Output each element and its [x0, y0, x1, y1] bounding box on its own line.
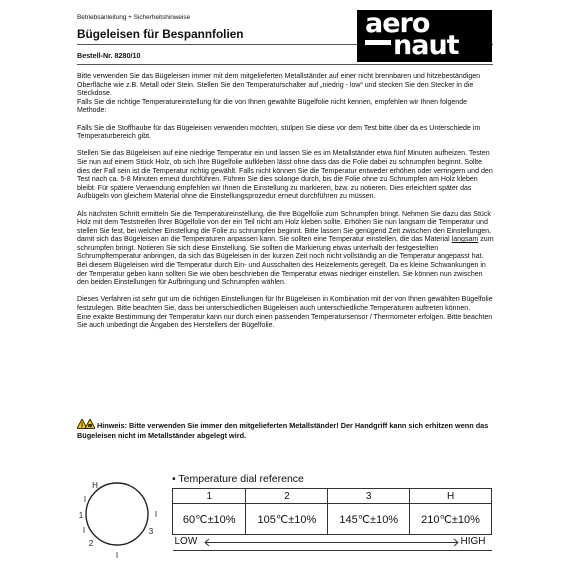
temperature-table [172, 488, 492, 551]
dial-label: 2 [88, 539, 94, 548]
instructions-body [77, 73, 495, 339]
underlined-word: langsam [451, 236, 479, 244]
paragraph: Falls Sie die richtige Temperatureinstellung für die von Ihnen gewählte Bügelfolie nicht kennen, empfehlen wir Ihnen folgende Methode: [77, 98, 468, 115]
temperature-dial [77, 470, 162, 562]
column-header: 3 [328, 489, 410, 504]
dial-label: I [115, 551, 119, 560]
dial-label: I [83, 495, 87, 504]
high-label: HIGH [460, 536, 486, 547]
paragraph: Dieses Verfahren ist sehr gut um die richtigen Einstellungen für Ihr Bügeleisen in Kombination mit der von Ihnen gewählten Bügelfolie festzulegen. Bitte beachten Sie, dass bei unterschiedlichen Bügeleisen auch unterschiedliche Temperaturen auftreten können. [77, 296, 493, 313]
divider [77, 64, 493, 65]
low-label: LOW [174, 536, 198, 547]
aeronaut-logo: aero naut [357, 10, 492, 62]
warning-icon [77, 419, 95, 429]
order-number: Bestell-Nr. 8280/10 [77, 51, 141, 60]
dial-label: 1 [78, 511, 84, 520]
document-category: Betriebsanleitung + Sicherheitshinweise [77, 14, 191, 21]
paragraph: Als nächsten Schritt ermitteln Sie die Temperatureinstellung, die Ihre Bügelfolie zum Schrumpfen bringt. Nehmen Sie dazu das Stück Holz mit dem Teststreifen Ihrer Bügelfolie von der ein Teil nicht am Holz kleben sollte. Erhöhen Sie nun langsam die Temperatur und stellen Sie fest, bei welcher Einstellung die Folie zu schrumpfen beginnt. Bitte lassen Sie genügend Zeit zwischen den Einstellungen, damit sich das Bügeleisen an die Temperaturen anpassen kann. Sie sollten eine Temperatur einstellen, die das Material langsam zum schrumpfen bringt. Notieren Sie sich diese Einstellung. Sie sollten die Markierung etwas unterhalb der festgestellten Schrumpftemperatur anbringen, da sich das Bügeleisen in der kurzen Zeit noch nicht vollständig an die Temperatur angepasst hat. [77, 210, 494, 261]
temperature-cell: 210℃±10% [410, 504, 492, 535]
svg-text:!: ! [80, 422, 84, 429]
paragraph: Stellen Sie das Bügeleisen auf eine niedrige Temperatur ein und lassen Sie es im Metallständer etwa fünf Minuten aufheizen. Testen Sie nun auf einem Stück Holz, ob sich Ihre Bügelfolie aufkleben lässt ohne dass das die Folie dabei zu schrumpfen beginnt. Sollte dies der Fall sein ist die Temperatur richtig gewählt. Falls nicht können Sie die Temperatur entweder erhöhen oder verringern und den Test nach ca. 5-8 Minuten erneut durchführen. Führen Sie dies solange durch, bis die Folie ohne zu Schrumpfen am Holz kleben bleibt. Für spätere Verwendung empfehlen wir Ihnen die Einstellung zu markieren, bzw. zu notieren. Dies erleichtert später das Aufbügeln von gleichem Material ohne die Einstellungsprozedur erneut durchführen zu müssen. [77, 150, 493, 201]
temperature-cell: 145℃±10% [328, 504, 410, 535]
warning-notice: ! ≋ Hinweis: Bitte verwenden Sie immer den mitgelieferten Metallständer! Der Handgriff kann sich erhitzen wenn das Bügeleisen nicht im Metallständer abgelegt wird. [77, 421, 489, 440]
dial-label: 3 [148, 527, 154, 536]
temperature-dial-reference [77, 470, 495, 562]
document-title: Bügeleisen für Bespannfolien [77, 27, 244, 41]
svg-text:≋: ≋ [87, 423, 93, 429]
column-header: 2 [246, 489, 328, 504]
table-title: • Temperature dial reference [172, 473, 304, 485]
paragraph: Eine exakte Bestimmung der Temperatur kann nur durch einen passenden Temperatursensor / Thermometer erfolgen. Bitte beachten Sie auch unbedingt die Angaben des Herstellers der Bügelfolie. [77, 313, 493, 330]
temperature-cell: 60℃±10% [173, 504, 246, 535]
dial-label: H [92, 481, 98, 490]
dial-label: I [154, 510, 158, 519]
paragraph: Bitte verwenden Sie das Bügeleisen immer mit dem mitgelieferten Metallständer auf einer nicht brennbaren und hitzebeständigen Oberfläche wie z.B. Metall oder Stein. Stellen Sie den Temperaturschalter auf „niedrig - low“ und stecken Sie den Stecker in die Steckdose. [77, 73, 481, 98]
dial-label: I [82, 526, 86, 535]
temperature-cell: 105℃±10% [246, 504, 328, 535]
column-header: H [410, 489, 492, 504]
paragraph: Falls Sie die Stoffhaube für das Bügeleisen verwenden möchten, stülpen Sie diese vor dem Test bitte über da es Unterschiede im Temperaturbereich gibt. [77, 124, 481, 141]
scale-arrow [173, 535, 493, 550]
paragraph: Bei diesem Bügeleisen wird die Temperatur durch Ein- und Ausschalten des Heizelements geregelt. Da es kleine Schwankungen in der Temperatur geben kann sollten Sie wie oben beschrieben die Temperatur etwas niedriger einstellen. Sie können nun zwischen den beiden Einstellungen für Aufbringung und Schrumpfen wählen. [77, 262, 486, 287]
low-high-scale [173, 535, 492, 551]
column-header: 1 [173, 489, 246, 504]
